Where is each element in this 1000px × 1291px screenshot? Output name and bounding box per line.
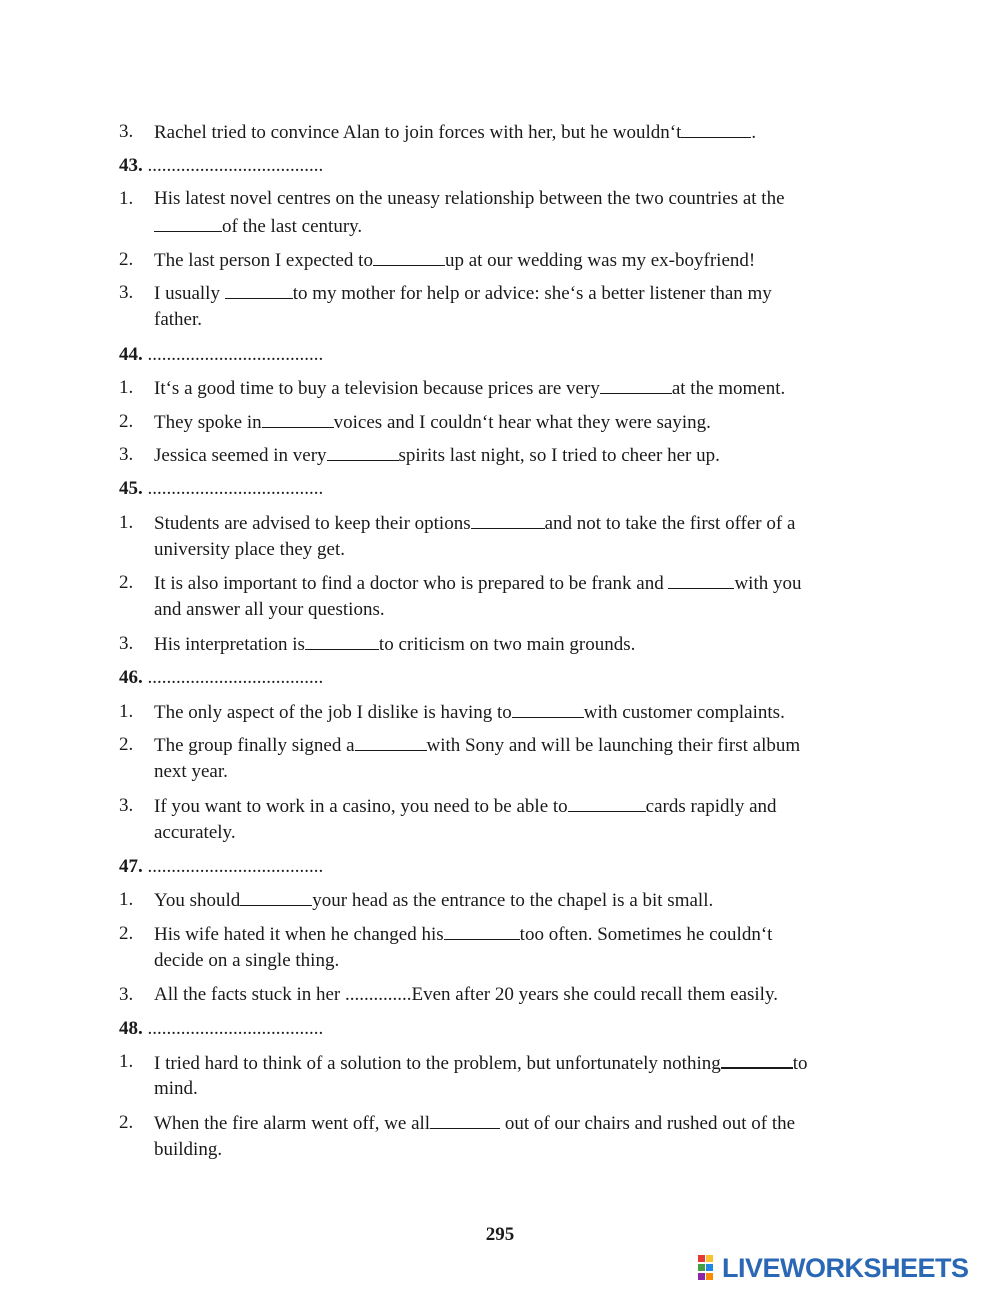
answer-blank[interactable] <box>471 511 545 529</box>
logo-blocks-icon <box>698 1255 722 1281</box>
answer-blank[interactable] <box>327 443 399 461</box>
question-heading-48: 48. ..................................... <box>119 1018 324 1039</box>
answer-blank[interactable] <box>262 410 334 428</box>
answer-blank[interactable] <box>225 281 293 299</box>
answer-blank[interactable] <box>681 120 751 138</box>
answer-blank[interactable] <box>721 1050 793 1069</box>
answer-blank[interactable] <box>430 1111 500 1129</box>
answer-blank[interactable] <box>512 700 584 718</box>
answer-blank[interactable] <box>240 888 312 906</box>
question-heading-47: 47. ..................................... <box>119 856 324 877</box>
answer-blank[interactable] <box>600 376 672 394</box>
answer-blank[interactable] <box>373 248 445 266</box>
page-number: 295 <box>485 1224 515 1245</box>
answer-blank[interactable] <box>444 922 520 940</box>
liveworksheets-logo <box>698 1253 969 1283</box>
answer-blank[interactable] <box>568 794 646 812</box>
answer-blank[interactable] <box>154 214 222 232</box>
question-heading-43: 43. ..................................... <box>119 155 324 176</box>
answer-blank[interactable] <box>355 733 427 751</box>
question-heading-45: 45. ..................................... <box>119 478 324 499</box>
answer-blank[interactable] <box>668 571 734 589</box>
question-heading-46: 46. ..................................... <box>119 667 324 688</box>
brand-name: LIVEWORKSHEETS <box>722 1252 969 1283</box>
question-heading-44: 44. ..................................... <box>119 344 324 365</box>
answer-blank[interactable] <box>305 632 379 650</box>
worksheet-page: 3. Rachel tried to convince Alan to join forces with her, but he wouldn‘t . 43. ..................................... 1. His latest novel centres on the uneasy relationship between the two countries at the of the last century. 2. The last person I expected to up at our wedding was my ex-boyfriend! 3. I usually to my mother for help or advice: she‘s a better listener than my father. 44. ..................................... 1. It‘s a good time to buy a television because prices are very at the moment. 2. They spoke in voices and I couldn‘t hear what they were saying. 3. Jessica seemed in very spirits last night, so I tried to cheer her up. 45. ..................................... 1. Students are advised to keep their options and not to take the first offer of a university place they get. 2. It is also important to find a doctor who is prepared to be frank and with you and answer all your questions. 3. His interpretation is to criticism on two main grounds. 46. ..................................... 1. The only aspect of the job I dislike is having to with customer complaints. 2. The group finally signed a with Sony and will be launching their first album next year. 3. If you want to work in a casino, you need to be able to cards rapidly and accurately. 47. ..................................... 1. You should your head as the entrance to the chapel is a bit small. 2. His wife hated it when he changed his too often. Sometimes he couldn‘t decide on a single thing. 3. All the facts stuck in her ..............Even after 20 years she could recall them easily. 48. ..................................... 1. I tried hard to think of a solution to the problem, but unfortunately nothing to mind. 2. When the fire alarm went off, we all out of our chairs and rushed out of the building. 295 LIVEWORKSHEETS <box>0 0 1000 1291</box>
